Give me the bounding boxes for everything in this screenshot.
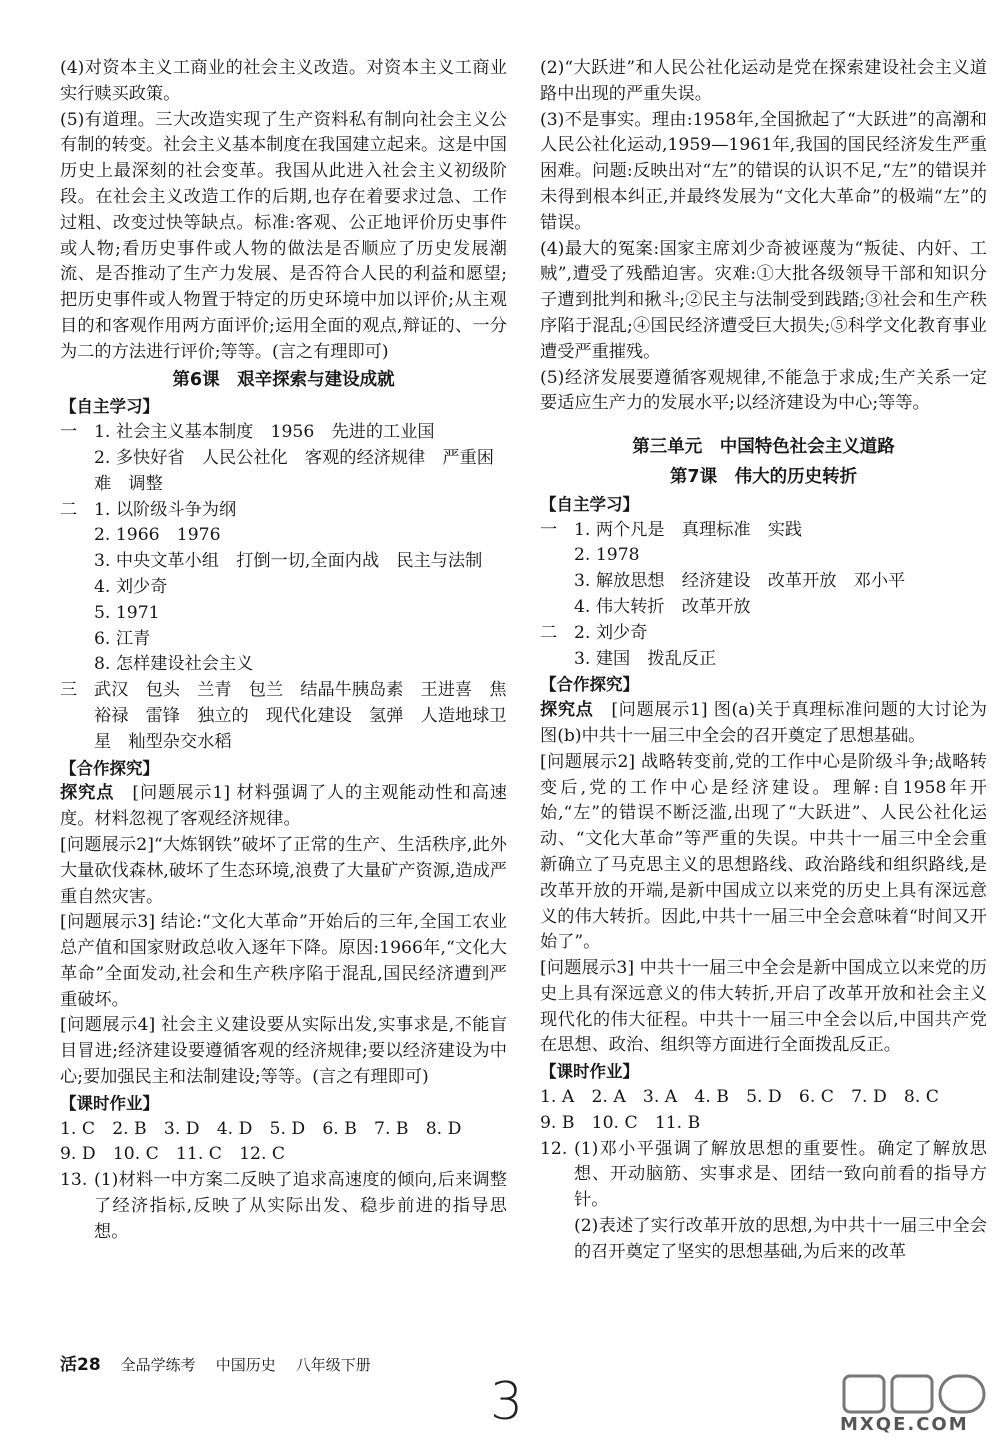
list-item [60, 678, 507, 755]
answer-paragraph: (5)有道理。三大改造实现了生产资料私有制向社会主义公有制的转变。社会主义基本制度在我国建立起来。这是中国历史上最深刻的社会变革。我国从此进入社会主义初级阶段。在社会主义改造工作的后期,也存在着要求过急、工作过粗、改变过快等缺点。标准:客观、公正地评价历史事件或人物;看历史事件或人物的做法是否顺应了历史发展潮流、是否推动了生产力发展、是否符合人民的利益和愿望;把历史事件或人物置于特定的历史环境中加以评价;从主观目的和客观作用两方面评价;运用全面的观点,辩证的、一分为二的方法进行评价;等等。(言之有理即可) [60, 109, 507, 362]
answer-paragraph: (2)“大跃进”和人民公社化运动是党在探索建设社会主义道路中出现的严重失误。 [540, 58, 987, 104]
item-text: 3. 建国 拨乱反正 [574, 648, 717, 669]
item-text: 5. 1971 [94, 602, 160, 623]
item-text: 3. 解放思想 经济建设 改革开放 邓小平 [574, 571, 906, 592]
list-item [540, 543, 987, 569]
item-text: 4. 刘少奇 [94, 576, 168, 597]
answer-key-line: 1. C 2. B 3. D 4. D 5. D 6. B 7. B 8. D [60, 1118, 462, 1139]
list-item [540, 647, 987, 673]
subject-name: 中国历史 [215, 1356, 276, 1374]
question-number: 12. [540, 1138, 568, 1159]
list-item [540, 621, 987, 647]
unit-title: 第三单元 中国特色社会主义道路 [632, 437, 895, 458]
question-text: (1)材料一中方案二反映了追求高速度的倾向,后来调整了经济指标,反映了从实际出发、稳步前进的指导思想。 [94, 1170, 507, 1242]
page-footer [60, 1350, 480, 1375]
list-item [60, 575, 507, 601]
inquiry-paragraph: [问题展示2] 战略转变前,党的工作中心是阶级斗争;战略转变后,党的工作中心是经济建设。理解:自1958年开始,“左”的错误不断泛滥,出现了“大跃进”、人民公社化运动、“文化大革命”等严重的失误。中共十一届三中全会重新确立了马克思主义的思想路线、政治路线和组织路线,是改革开放的开端,是新中国成立以来党的历史上具有深远意义的伟大转折。因此,中共十一届三中全会意味着“时间又开始了”。 [540, 751, 987, 953]
inquiry-paragraph: [问题展示4] 社会主义建设要从实际出发,实事求是,不能盲目冒进;经济建设要遵循客观的经济规律;要以经济建设为中心;要加强民主和法制建设;等等。(言之有理即可) [60, 1015, 507, 1088]
item-text: 1. 社会主义基本制度 1956 先进的工业国 [94, 422, 435, 443]
item-number: 一 [540, 519, 558, 540]
answer-paragraph: (5)经济发展要遵循客观规律,不能急于求成;生产关系一定要适应生产力的发展水平;以经济建设为中心;等等。 [540, 367, 987, 414]
item-text: 3. 中央文革小组 打倒一切,全面内战 民主与法制 [94, 551, 483, 572]
inquiry-paragraph [540, 698, 987, 750]
item-number [540, 543, 574, 569]
item-text: 6. 江青 [94, 628, 151, 649]
list-item [60, 627, 507, 653]
watermark-icon [840, 1372, 990, 1416]
list-item [60, 446, 507, 498]
item-number [60, 523, 94, 549]
question-text: (2)表述了实行改革开放的思想,为中共十一届三中全会的召开奠定了坚实的思想基础,为后来的改革 [574, 1216, 987, 1262]
series-name: 全品学练考 [120, 1356, 196, 1374]
item-number [60, 652, 94, 678]
left-column [60, 56, 507, 1246]
watermark-logo [840, 1372, 990, 1444]
item-number [60, 601, 94, 627]
list-item [60, 652, 507, 678]
item-text: 2. 多快好省 人民公社化 客观的经济规律 严重困难 调整 [94, 447, 494, 494]
answer-key-line: 9. B 10. C 11. B [540, 1112, 701, 1133]
zizhu-list [60, 420, 507, 755]
section-heading: 【课时作业】 [60, 1093, 159, 1113]
item-number [60, 446, 94, 498]
item-number: 二 [60, 499, 78, 520]
grade-name: 八年级下册 [295, 1356, 371, 1374]
lesson-title: 第6课 艰辛探索与建设成就 [172, 369, 395, 390]
item-text: 4. 伟大转折 改革开放 [574, 596, 751, 617]
list-item [540, 595, 987, 621]
item-number [540, 647, 574, 673]
right-column [540, 56, 987, 1266]
section-heading: 【自主学习】 [540, 494, 639, 514]
inquiry-text: [问题展示1] 材料强调了人的主观能动性和高速度。材料忽视了客观经济规律。 [60, 783, 507, 830]
item-number [540, 569, 574, 595]
section-heading: 【课时作业】 [540, 1062, 639, 1082]
answer-paragraph: (4)最大的冤案:国家主席刘少奇被诬蔑为“叛徒、内奸、工贼”,遭受了残酷迫害。灾难:①大批各级领导干部和知识分子遭到批判和揪斗;②民主与法制受到践踏;③社会和生产秩序陷于混乱;④国民经济遭受巨大损失;⑤科学文化教育事业遭受严重摧残。 [540, 238, 987, 362]
zizhu-list [540, 518, 987, 673]
watermark-text: MXQE.COM [840, 1414, 969, 1435]
inquiry-paragraph: [问题展示3] 中共十一届三中全会是新中国成立以来党的历史上具有深远意义的伟大转折,开启了改革开放和社会主义现代化的伟大征程。中共十一届三中全会以后,中国共产党在思想、政治、组织等方面进行全面拨乱反正。 [540, 958, 987, 1056]
answer-key-line: 9. D 10. C 11. C 12. C [60, 1144, 286, 1165]
question-text: (1)邓小平强调了解放思想的重要性。确定了解放思想、开动脑筋、实事求是、团结一致向前看的指导方针。 [574, 1138, 987, 1211]
question-number: 13. [60, 1170, 88, 1191]
item-text: 武汉 包头 兰青 包兰 结晶牛胰岛素 王进喜 焦裕禄 雷锋 独立的 现代化建设 氢弹 人造地球卫星 籼型杂交水稻 [94, 680, 507, 752]
inquiry-paragraph: [问题展示3] 结论:“文化大革命”开始后的三年,全国工农业总产值和国家财政总收入逐年下降。原因:1966年,“文化大革命”全面发动,社会和生产秩序陷于混乱,国民经济遭到严重破坏。 [60, 912, 507, 1010]
inquiry-paragraph: [问题展示2]“大炼钢铁”破坏了正常的生产、生活秩序,此外大量砍伐森林,破坏了生态环境,浪费了大量矿产资源,造成严重自然灾害。 [60, 834, 507, 907]
inquiry-paragraph [60, 781, 507, 833]
inquiry-label: 探究点 [60, 783, 115, 804]
item-number [60, 549, 94, 575]
section-heading: 【合作探究】 [540, 675, 639, 695]
list-item [60, 523, 507, 549]
item-number [60, 627, 94, 653]
item-text: 1. 两个凡是 真理标准 实践 [574, 519, 803, 540]
item-number: 三 [60, 680, 78, 701]
handwritten-page-mark: 3 [490, 1372, 524, 1432]
question-12 [540, 1137, 987, 1214]
item-number: 一 [60, 422, 78, 443]
answer-paragraph: (3)不是事实。理由:1958年,全国掀起了“大跃进”的高潮和人民公社化运动,1959—1961年,我国的国民经济发生严重困难。问题:反映出对“左”的错误的认识不足,“左”的错误并未得到根本纠正,并最终发展为“文化大革命”的极端“左”的错误。 [540, 109, 987, 233]
item-text: 2. 刘少奇 [574, 622, 648, 643]
answer-paragraph: (4)对资本主义工商业的社会主义改造。对资本主义工商业实行赎买政策。 [60, 58, 507, 104]
inquiry-text: [问题展示1] 图(a)关于真理标准问题的大讨论为图(b)中共十一届三中全会的召开奠定了思想基础。 [540, 700, 987, 746]
question-13 [60, 1168, 507, 1245]
page-number: 活28 [60, 1355, 101, 1375]
item-number [60, 575, 94, 601]
item-number [540, 595, 574, 621]
section-heading: 【自主学习】 [60, 397, 159, 417]
list-item [60, 549, 507, 575]
section-heading: 【合作探究】 [60, 758, 159, 778]
item-text: 2. 1978 [574, 545, 640, 566]
item-text: 1. 以阶级斗争为纲 [94, 499, 237, 520]
item-text: 8. 怎样建设社会主义 [94, 654, 254, 675]
list-item [60, 420, 507, 446]
item-text: 2. 1966 1976 [94, 525, 221, 546]
inquiry-label: 探究点 [540, 700, 594, 721]
lesson-title: 第7课 伟大的历史转折 [669, 466, 858, 487]
list-item [540, 518, 987, 544]
list-item [60, 498, 507, 524]
list-item [60, 601, 507, 627]
item-number: 二 [540, 622, 558, 643]
answer-key-line: 1. A 2. A 3. A 4. B 5. D 6. C 7. D 8. C [540, 1087, 939, 1108]
list-item [540, 569, 987, 595]
